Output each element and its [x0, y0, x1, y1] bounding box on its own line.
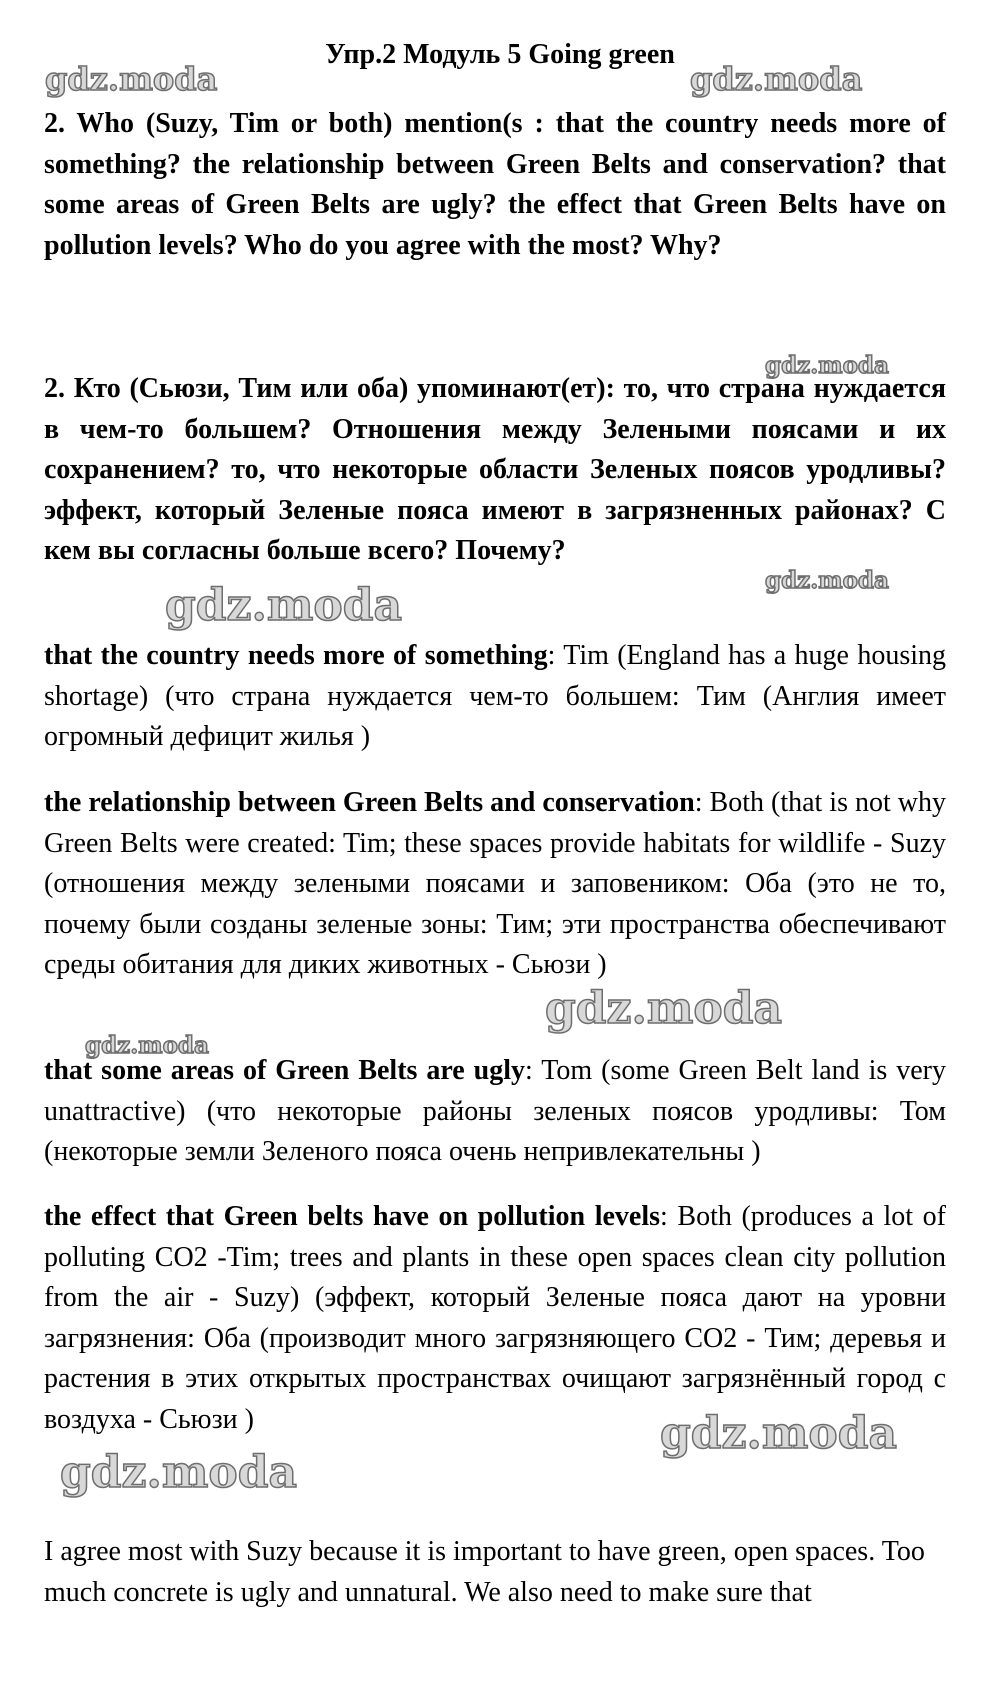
answer-paragraph [44, 1051, 946, 1173]
answer-key: that the country needs more of something [44, 640, 548, 671]
watermark-logo: gdz.moda [690, 60, 863, 98]
answer-text: : Tim (England has a huge housing shortage) (что страна нуждается чем-то большем: Тим (Англия имеет огромный дефицит жилья ) [44, 640, 946, 752]
watermark-logo: gdz.moda [165, 580, 403, 631]
watermark-logo: gdz.moda [85, 1032, 209, 1059]
answer-paragraph [44, 636, 946, 758]
watermark-logo: gdz.moda [60, 1447, 298, 1498]
answer-paragraph [44, 1197, 946, 1440]
watermark-logo: gdz.moda [545, 983, 783, 1034]
question-english: 2. Who (Suzy, Tim or both) mention(s : that the country needs more of something? the relationship between Green Belts and conservation? that some areas of Green Belts are ugly? the effect that Green Belts have on pollution levels? Who do you agree with the most? Why? [44, 108, 946, 261]
watermark-logo: gdz.moda [45, 60, 218, 98]
watermark-logo: gdz.moda [660, 1408, 898, 1459]
question-russian: 2. Кто (Сьюзи, Тим или оба) упоминают(ет): то, что страна нуждается в чем-то большем? Отношения между Зелеными поясами и их сохранением? то, что некоторые области Зеленых поясов уродливы? эффект, который Зеленые пояса имеют в загрязненных районах? С кем вы согласны больше всего? Почему? [44, 373, 946, 566]
opinion-paragraph: I agree most with Suzy because it is important to have green, open spaces. Too much concrete is ugly and unnatural. We also need to make sure that [44, 1536, 925, 1608]
answer-text: : Both (that is not why Green Belts were created: Tim; these spaces provide habitats for wildlife - Suzy (отношения между зелеными поясами и заповеником: Оба (это не то, почему были созданы зеленые зоны: Тим; эти пространства обеспечивают среды обитания для диких животных - Сьюзи ) [44, 787, 946, 980]
answer-key: that some areas of Green Belts are ugly [44, 1055, 526, 1086]
answer-key: the relationship between Green Belts and conservation [44, 787, 695, 818]
answer-key: the effect that Green belts have on pollution levels [44, 1201, 661, 1232]
page-title: Упр.2 Модуль 5 Going green [325, 39, 675, 70]
answer-text: : Tom (some Green Belt land is very unattractive) (что некоторые районы зеленых поясов уродливы: Том (некоторые земли Зеленого пояса очень непривлекательны ) [44, 1055, 947, 1167]
watermark-logo: gdz.moda [765, 352, 889, 379]
answer-text: : Both (produces a lot of polluting CO2 -Tim; trees and plants in these open spaces clean city pollution from the air - Suzy) (эффект, который Зеленые пояса дают на уровни загрязнения: Оба (производит много загрязняющего CO2 - Тим; деревья и растения в этих открытых пространствах очищают загрязнённый город с воздуха - Сьюзи ) [44, 1201, 946, 1435]
watermark-logo: gdz.moda [765, 567, 889, 594]
answer-paragraph [44, 783, 946, 986]
